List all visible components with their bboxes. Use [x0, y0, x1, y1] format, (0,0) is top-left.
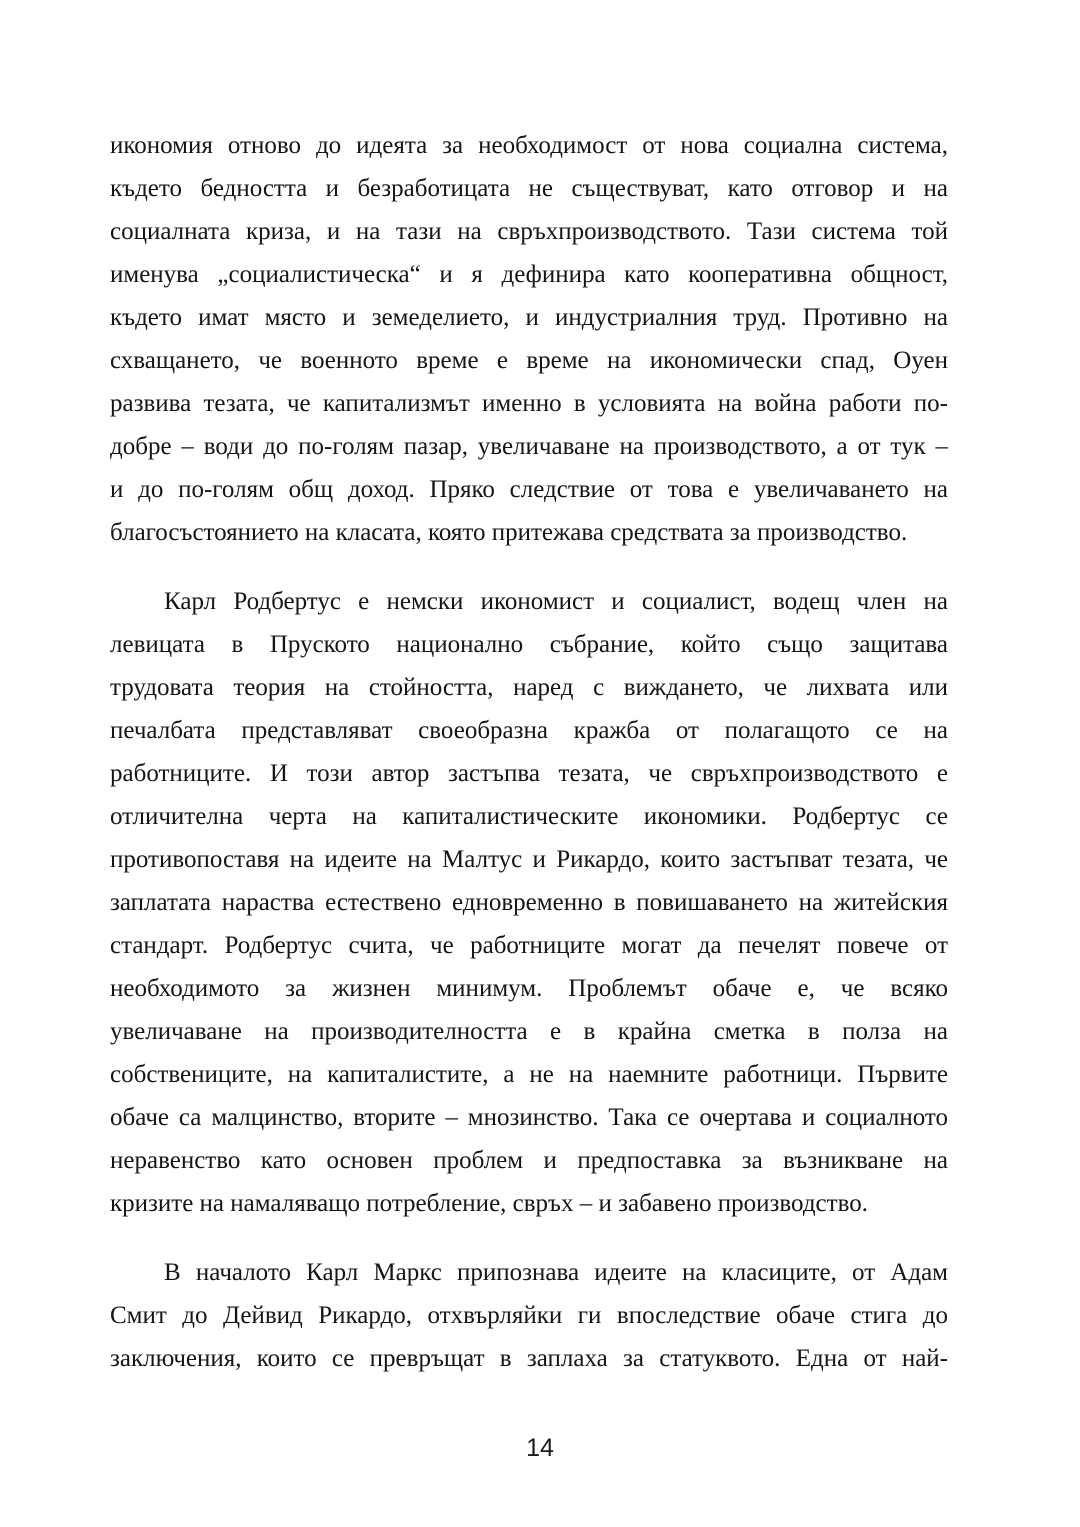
- text-line: работниците. И този автор застъпва тезата, че свръхпроизводството е: [110, 760, 948, 787]
- text-line: заплатата нараства естествено едновременно в повишаването на житейския: [110, 889, 948, 916]
- text-line: противопоставя на идеите на Малтус и Рикардо, които застъпват тезата, че: [110, 846, 948, 873]
- text-line: В началото Карл Маркс припознава идеите на класиците, от Адам: [164, 1259, 948, 1286]
- paragraph: [110, 124, 948, 554]
- text-line: необходимото за жизнен минимум. Проблемът обаче е, че всяко: [110, 975, 948, 1002]
- text-line: където бедността и безработицата не съществуват, като отговор и на: [110, 175, 948, 202]
- page-number: 14: [526, 1434, 554, 1462]
- text-line: където имат място и земеделието, и индустриалния труд. Противно на: [110, 304, 948, 331]
- text-line: неравенство като основен проблем и предпоставка за възникване на: [110, 1147, 948, 1174]
- text-line: схващането, че военното време е време на икономически спад, Оуен: [110, 347, 948, 374]
- text-line: стандарт. Родбертус счита, че работниците могат да печелят повече от: [110, 932, 948, 959]
- text-line: Карл Родбертус е немски икономист и социалист, водещ член на: [164, 588, 948, 615]
- text-line: социалната криза, и на тази на свръхпроизводството. Тази система той: [110, 218, 948, 245]
- text-line: трудовата теория на стойността, наред с виждането, че лихвата или: [110, 674, 948, 701]
- text-line: увеличаване на производителността е в крайна сметка в полза на: [110, 1018, 948, 1045]
- text-line: обаче са малцинство, вторите – мнозинство. Така се очертава и социалното: [110, 1104, 948, 1131]
- text-line: Смит до Дейвид Рикардо, отхвърляйки ги впоследствие обаче стига до: [110, 1302, 948, 1329]
- paragraph: [110, 1251, 948, 1380]
- text-line: печалбата представляват своеобразна кражба от полагащото се на: [110, 717, 948, 744]
- text-line: развива тезата, че капитализмът именно в условията на война работи по-: [110, 390, 948, 417]
- text-line: левицата в Пруското национално събрание, който също защитава: [110, 631, 948, 658]
- text-line: собствениците, на капиталистите, а не на наемните работници. Първите: [110, 1061, 948, 1088]
- text-line: добре – води до по-голям пазар, увеличаване на производството, а от тук –: [110, 433, 948, 460]
- text-line: заключения, които се превръщат в заплаха за статуквото. Една от най-: [110, 1345, 948, 1372]
- text-line: отличителна черта на капиталистическите икономики. Родбертус се: [110, 803, 948, 830]
- document-body: [110, 124, 948, 1380]
- text-line: благосъстоянието на класата, която притежава средствата за производство.: [110, 519, 908, 546]
- text-line: кризите на намаляващо потребление, свръх – и забавено производство.: [110, 1190, 868, 1217]
- text-line: и до по-голям общ доход. Пряко следствие от това е увеличаването на: [110, 476, 948, 503]
- text-line: икономия отново до идеята за необходимост от нова социална система,: [110, 132, 948, 159]
- page-footer: [0, 1433, 1080, 1467]
- text-line: именува „социалистическа“ и я дефинира като кооперативна общност,: [110, 261, 948, 288]
- paragraph: [110, 580, 948, 1225]
